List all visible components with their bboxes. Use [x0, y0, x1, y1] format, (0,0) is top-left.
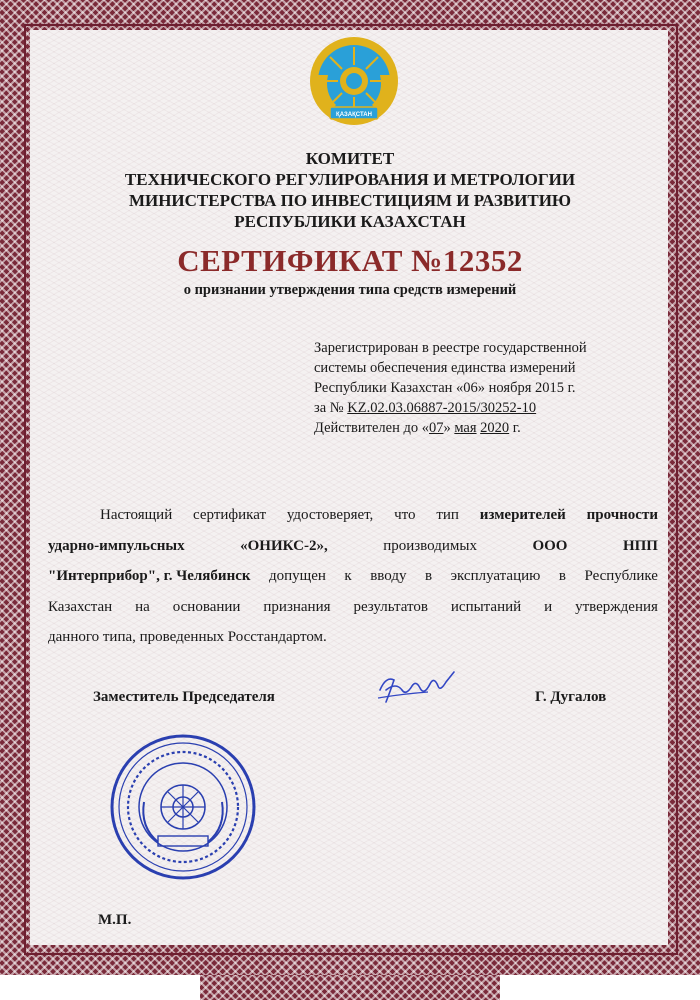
body-word: и	[544, 598, 553, 615]
registry-number-line	[314, 398, 654, 418]
authority-line: ТЕХНИЧЕСКОГО РЕГУЛИРОВАНИЯ И МЕТРОЛОГИИ	[124, 170, 576, 189]
body-word: результатов	[353, 598, 428, 615]
body-word: что	[394, 507, 416, 523]
validity-line	[314, 418, 654, 438]
signer-position: Заместитель Председателя	[93, 689, 275, 705]
body-line	[48, 622, 658, 653]
authority-line: МИНИСТЕРСТВА ПО ИНВЕСТИЦИЯМ И РАЗВИТИЮ	[128, 191, 572, 210]
manufacturer: "Интерприбор", г. Челябинск	[48, 568, 251, 584]
registry-block	[314, 338, 654, 438]
body-word: вводу	[370, 568, 407, 584]
body-word: данного типа, проведенных Росстандартом.	[48, 629, 327, 645]
instrument-type: измерителей	[479, 507, 566, 523]
body-word: производимых	[383, 537, 477, 554]
registry-line: Республики Казахстан «06» ноября 2015 г.	[314, 380, 576, 396]
validity-suffix: г.	[509, 420, 521, 436]
body-word: тип	[436, 507, 459, 523]
signer-name: Г. Дугалов	[535, 689, 607, 705]
body-word: сертификат	[193, 507, 267, 523]
registry-number-prefix: за №	[314, 400, 348, 416]
body-word: утверждения	[575, 598, 658, 615]
validity-day: 07	[428, 420, 444, 436]
body-word: Настоящий	[100, 507, 173, 523]
body-word: на	[135, 598, 150, 615]
instrument-type: прочности	[586, 507, 658, 523]
certificate-body	[48, 500, 658, 653]
body-line	[48, 531, 658, 562]
manufacturer: ООО	[532, 537, 568, 554]
stamp-label: М.П.	[98, 912, 132, 928]
body-word: удостоверяет,	[286, 507, 374, 523]
registry-line: Зарегистрирован в реестре государственной	[314, 340, 587, 356]
instrument-model: «ОНИКС-2»,	[240, 537, 328, 554]
manufacturer: НПП	[622, 537, 658, 554]
body-word: Республике	[584, 568, 658, 584]
border-bottom-strip	[200, 975, 500, 1000]
body-word: признания	[263, 598, 331, 615]
emblem-text: ҚАЗАҚСТАН	[336, 112, 372, 118]
body-line	[48, 561, 658, 592]
validity-mid: »	[443, 420, 455, 436]
body-line	[48, 592, 658, 623]
body-line	[48, 500, 658, 531]
validity-prefix: Действителен до «	[314, 420, 429, 436]
body-word: основании	[172, 598, 241, 615]
official-seal-icon	[108, 732, 258, 882]
kazakhstan-emblem-icon	[308, 35, 400, 127]
certificate-subtitle: о признании утверждения типа средств измерений	[183, 282, 517, 298]
body-word: в	[558, 568, 566, 584]
instrument-type: ударно-импульсных	[48, 537, 185, 554]
body-word: допущен	[269, 568, 326, 584]
issuing-authority	[60, 148, 640, 232]
registry-line: системы обеспечения единства измерений	[314, 360, 576, 376]
validity-year: 2020	[480, 420, 510, 436]
authority-line: РЕСПУБЛИКИ КАЗАХСТАН	[234, 212, 466, 231]
certificate-title: СЕРТИФИКАТ №12352	[177, 243, 523, 278]
validity-month: мая	[454, 420, 477, 436]
registry-number: KZ.02.03.06887-2015/30252-10	[347, 400, 537, 416]
body-word: испытаний	[450, 598, 522, 615]
authority-line: КОМИТЕТ	[305, 149, 395, 168]
handwritten-signature-icon	[372, 668, 462, 708]
body-word: в	[424, 568, 433, 584]
body-word: эксплуатацию	[450, 568, 541, 584]
body-word: Казахстан	[48, 598, 113, 615]
body-word: к	[344, 568, 352, 584]
